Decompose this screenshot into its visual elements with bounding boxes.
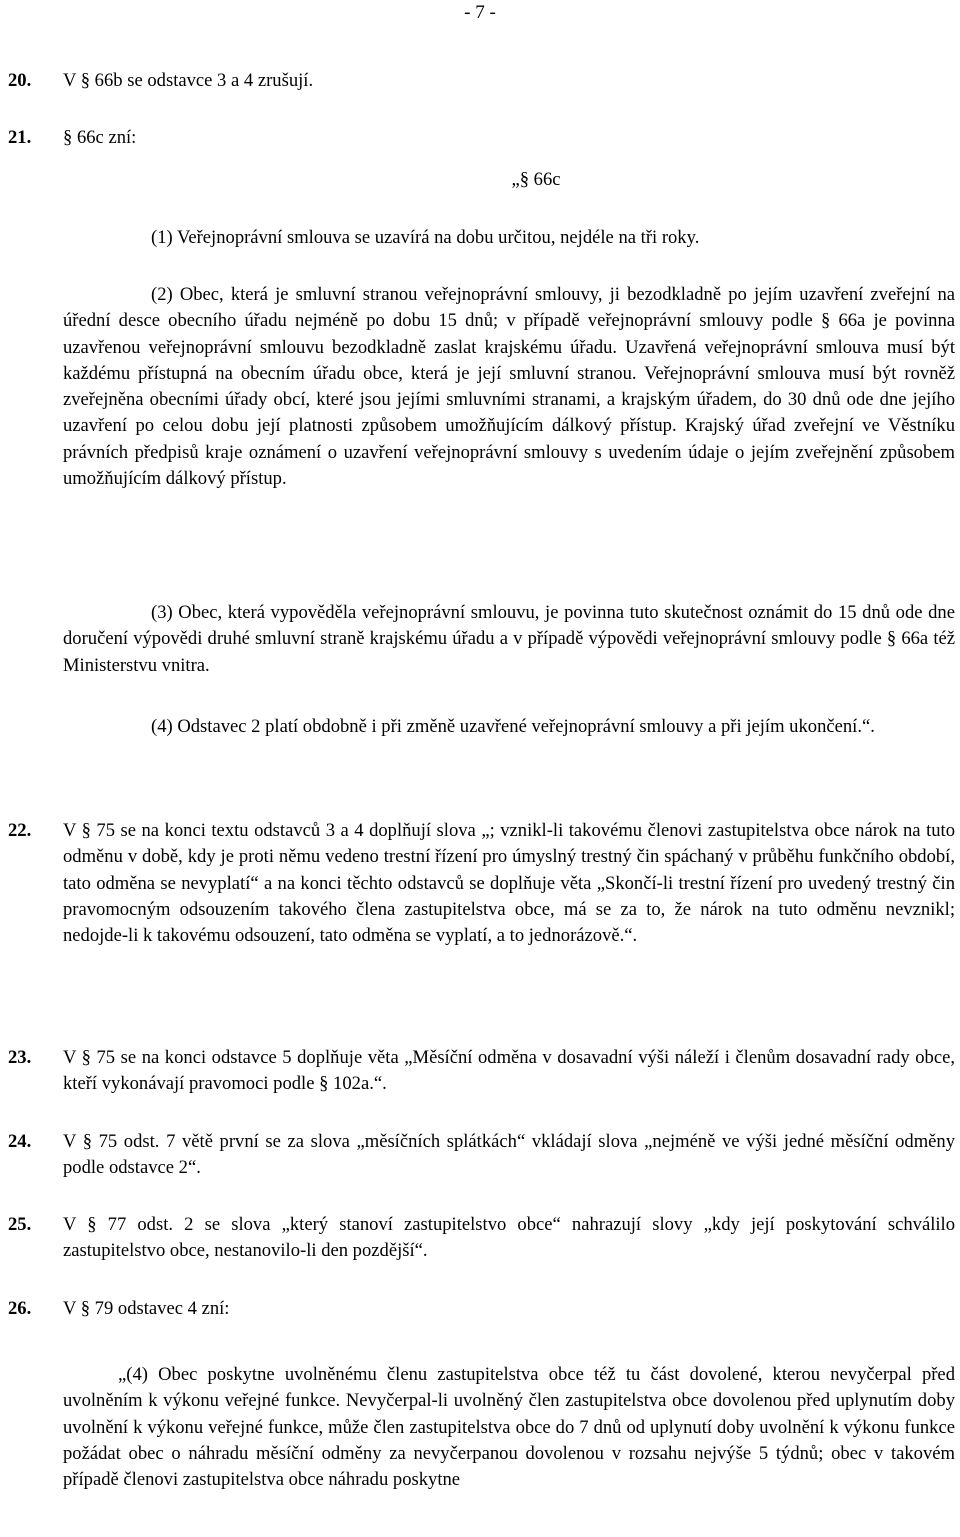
- item-text: V § 77 odst. 2 se slova „který stanoví zastupitelstvo obce“ nahrazují slovy „kdy její poskytování schválilo zastupitelstvo obce, nestanovilo-li den pozdější“.: [63, 1214, 955, 1262]
- item-number: 20.: [8, 70, 32, 91]
- item-text: V § 75 odst. 7 větě první se za slova „měsíčních splátkách“ vkládají slova „nejméně ve výši jedné měsíční odměny podle odstavce 2“.: [63, 1131, 955, 1179]
- item-number: 23.: [8, 1047, 32, 1068]
- item-text: V § 75 se na konci odstavce 5 doplňuje věta „Měsíční odměna v dosavadní výši náleží i členům dosavadní rady obce, kteří vykonávají pravomoci podle § 102a.“.: [63, 1047, 955, 1095]
- item-number: 22.: [8, 820, 32, 841]
- item-number: 25.: [8, 1214, 32, 1235]
- paragraph-79-4: „(4) Obec poskytne uvolněnému členu zastupitelstva obce též tu část dovolené, kterou nevyčerpal před uvolněním k výkonu veřejné funkce. Nevyčerpal-li uvolněný člen zastupitelstva obce dovolenou před uplynutím doby uvolnění k výkonu veřejné funkce, může člen zastupitelstva obce do 7 dnů od uplynutí doby uvolnění k výkonu funkce požádat obec o náhradu měsíční odměny za nevyčerpanou dovolenou v rozsahu nejvýše 5 týdnů; obec v takovém případě členovi zastupitelstva obce náhradu poskytne: [63, 1364, 955, 1491]
- paragraph-4: (4) Odstavec 2 platí obdobně i při změně uzavřené veřejnoprávní smlouvy a při jejím ukončení.“.: [151, 716, 875, 737]
- paragraph-3: (3) Obec, která vypověděla veřejnoprávní smlouvu, je povinna tuto skutečnost oznámit do 15 dnů ode dne doručení výpovědi druhé smluvní straně krajskému úřadu a v případě výpovědi veřejnoprávní smlouvy podle § 66a též Ministerstvu vnitra.: [63, 602, 955, 676]
- section-heading: „§ 66c: [511, 169, 561, 190]
- item-text: V § 79 odstavec 4 zní:: [63, 1298, 230, 1319]
- paragraph-1: (1) Veřejnoprávní smlouva se uzavírá na dobu určitou, nejdéle na tři roky.: [151, 227, 700, 248]
- item-text: V § 66b se odstavce 3 a 4 zrušují.: [63, 70, 314, 91]
- item-text: V § 75 se na konci textu odstavců 3 a 4 doplňují slova „; vznikl-li takovému členovi zastupitelstva obce nárok na tuto odměnu v době, kdy je proti němu vedeno trestní řízení pro úmyslný trestný čin spáchaný v průběhu funkčního období, tato odměna se nevyplatí“ a na konci těchto odstavců se doplňuje věta „Skončí-li trestní řízení pro uvedený trestný čin pravomocným odsouzením takového člena zastupitelstva obce, má se za to, že nárok na tuto odměnu nevznikl; nedojde-li k takovému odsouzení, tato odměna se vyplatí, a to jednorázově.“.: [63, 820, 955, 947]
- item-number: 24.: [8, 1131, 32, 1152]
- page-number: - 7 -: [464, 2, 496, 23]
- paragraph-2: (2) Obec, která je smluvní stranou veřejnoprávní smlouvy, ji bezodkladně po jejím uzavření zveřejní na úřední desce obecního úřadu nejméně po dobu 15 dnů; v případě veřejnoprávní smlouvy podle § 66a je povinna uzavřenou veřejnoprávní smlouvu bezodkladně zaslat krajskému úřadu. Uzavřená veřejnoprávní smlouva musí být každému přístupná na obecním úřadu obce, která je její smluvní stranou. Veřejnoprávní smlouva musí být rovněž zveřejněna obecními úřady obcí, které jsou jejími smluvními stranami, a krajským úřadem, do 30 dnů ode dne jejího uzavření po celou dobu její platnosti způsobem umožňujícím dálkový přístup. Krajský úřad zveřejní ve Věstníku právních předpisů kraje oznámení o uzavření veřejnoprávní smlouvy s uvedením údaje o jejím zveřejnění způsobem umožňujícím dálkový přístup.: [63, 284, 955, 490]
- item-number: 21.: [8, 127, 32, 148]
- item-number: 26.: [8, 1298, 32, 1319]
- item-text: § 66c zní:: [63, 127, 137, 148]
